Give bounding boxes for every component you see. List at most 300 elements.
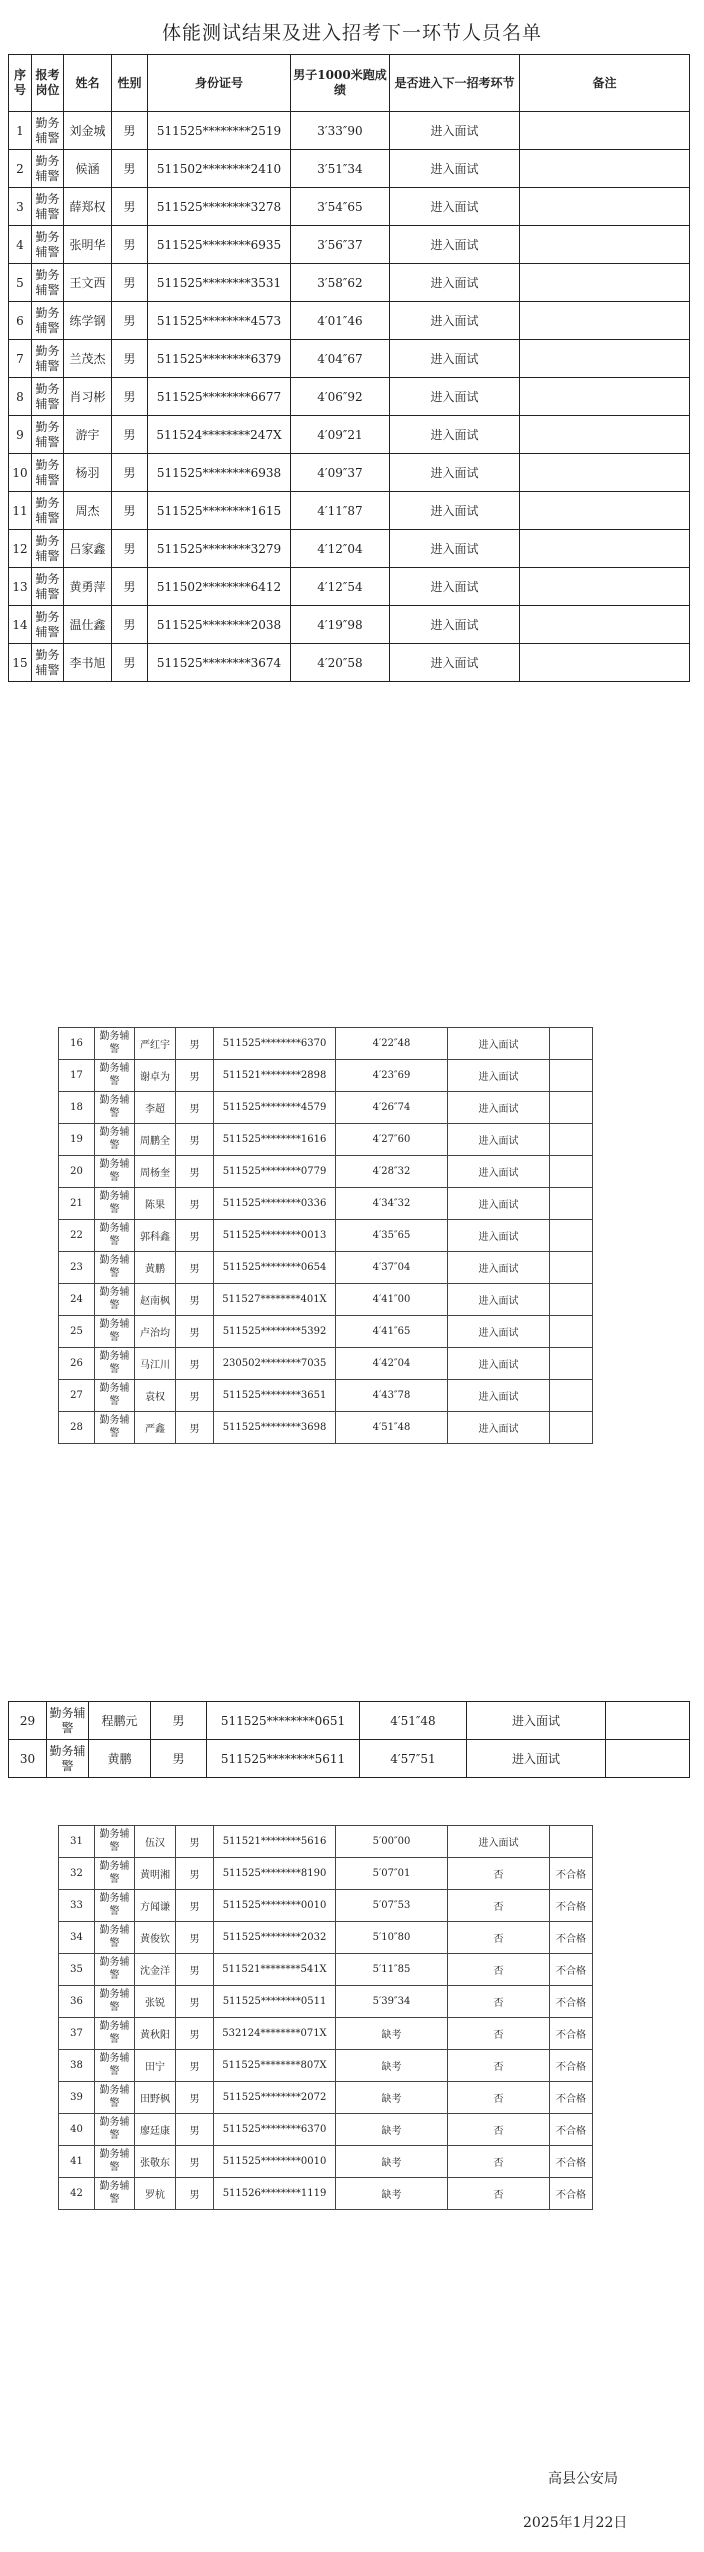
cell-position: 勤务辅警	[32, 264, 64, 302]
cell-remark	[520, 530, 690, 568]
header-position: 报考岗位	[32, 55, 64, 112]
cell-remark	[550, 1124, 593, 1156]
cell-id-number: 511525********0336	[214, 1188, 336, 1220]
cell-score: 3′51″34	[291, 150, 390, 188]
cell-gender: 男	[112, 416, 148, 454]
cell-result: 进入面试	[390, 264, 520, 302]
cell-remark	[550, 1826, 593, 1858]
cell-score: 4′01″46	[291, 302, 390, 340]
cell-score: 4′41″00	[336, 1284, 448, 1316]
cell-remark: 不合格	[550, 1858, 593, 1890]
page-title: 体能测试结果及进入招考下一环节人员名单	[161, 22, 542, 44]
cell-no: 16	[59, 1028, 95, 1060]
cell-position: 勤务辅警	[95, 1826, 135, 1858]
cell-no: 6	[9, 302, 32, 340]
cell-id-number: 511525********0651	[207, 1702, 360, 1740]
cell-name: 候涵	[64, 150, 112, 188]
cell-position: 勤务辅警	[95, 1890, 135, 1922]
cell-gender: 男	[176, 1380, 214, 1412]
cell-no: 27	[59, 1380, 95, 1412]
cell-position: 勤务辅警	[95, 2114, 135, 2146]
cell-gender: 男	[112, 112, 148, 150]
cell-position: 勤务辅警	[95, 1028, 135, 1060]
results-table-part-4	[58, 1825, 593, 2210]
cell-remark	[520, 492, 690, 530]
table-row	[59, 1284, 593, 1316]
cell-result: 进入面试	[448, 1826, 550, 1858]
table-row	[59, 1060, 593, 1092]
cell-position: 勤务辅警	[32, 644, 64, 682]
cell-id-number: 511524********247X	[148, 416, 291, 454]
table-row	[9, 568, 690, 606]
cell-remark	[520, 378, 690, 416]
cell-no: 32	[59, 1858, 95, 1890]
cell-remark	[550, 1188, 593, 1220]
cell-score: 5′39″34	[336, 1986, 448, 2018]
cell-position: 勤务辅警	[95, 1380, 135, 1412]
cell-id-number: 511525********0654	[214, 1252, 336, 1284]
cell-no: 22	[59, 1220, 95, 1252]
cell-name: 吕家鑫	[64, 530, 112, 568]
cell-position: 勤务辅警	[95, 1348, 135, 1380]
cell-remark: 不合格	[550, 2178, 593, 2210]
cell-position: 勤务辅警	[95, 1092, 135, 1124]
cell-id-number: 511525********3279	[148, 530, 291, 568]
cell-gender: 男	[176, 1922, 214, 1954]
cell-position: 勤务辅警	[95, 1412, 135, 1444]
cell-remark	[520, 340, 690, 378]
cell-gender: 男	[176, 1412, 214, 1444]
cell-name: 马江川	[135, 1348, 176, 1380]
cell-name: 黄鹏	[135, 1252, 176, 1284]
table-row	[9, 530, 690, 568]
cell-remark	[520, 226, 690, 264]
cell-gender: 男	[176, 1060, 214, 1092]
table-row	[59, 1348, 593, 1380]
cell-name: 严鑫	[135, 1412, 176, 1444]
cell-position: 勤务辅警	[95, 2146, 135, 2178]
cell-score: 缺考	[336, 2082, 448, 2114]
cell-position: 勤务辅警	[95, 1188, 135, 1220]
cell-position: 勤务辅警	[32, 606, 64, 644]
cell-id-number: 511525********2032	[214, 1922, 336, 1954]
cell-result: 进入面试	[448, 1412, 550, 1444]
cell-remark	[606, 1740, 690, 1778]
cell-id-number: 511502********6412	[148, 568, 291, 606]
cell-result: 进入面试	[390, 530, 520, 568]
results-table-part-2	[58, 1027, 593, 1444]
cell-result: 否	[448, 1986, 550, 2018]
cell-id-number: 511525********3674	[148, 644, 291, 682]
table-row	[9, 416, 690, 454]
cell-position: 勤务辅警	[95, 1954, 135, 1986]
cell-result: 进入面试	[448, 1028, 550, 1060]
cell-remark	[550, 1316, 593, 1348]
cell-no: 3	[9, 188, 32, 226]
table-row	[9, 1702, 690, 1740]
cell-no: 26	[59, 1348, 95, 1380]
cell-result: 进入面试	[390, 150, 520, 188]
table-row	[9, 340, 690, 378]
cell-no: 23	[59, 1252, 95, 1284]
cell-result: 进入面试	[448, 1124, 550, 1156]
cell-score: 4′28″32	[336, 1156, 448, 1188]
cell-result: 否	[448, 1858, 550, 1890]
cell-no: 8	[9, 378, 32, 416]
cell-result: 进入面试	[390, 492, 520, 530]
cell-result: 进入面试	[467, 1702, 606, 1740]
cell-gender: 男	[176, 1124, 214, 1156]
cell-remark	[520, 416, 690, 454]
cell-result: 进入面试	[390, 188, 520, 226]
cell-score: 4′23″69	[336, 1060, 448, 1092]
cell-remark	[550, 1284, 593, 1316]
cell-no: 14	[9, 606, 32, 644]
cell-no: 37	[59, 2018, 95, 2050]
cell-no: 25	[59, 1316, 95, 1348]
header-id: 身份证号	[148, 55, 291, 112]
cell-id-number: 511525********8190	[214, 1858, 336, 1890]
cell-name: 沈金洋	[135, 1954, 176, 1986]
cell-name: 游宇	[64, 416, 112, 454]
cell-gender: 男	[176, 1252, 214, 1284]
cell-position: 勤务辅警	[95, 1220, 135, 1252]
table-row	[9, 378, 690, 416]
table-row	[59, 2114, 593, 2146]
cell-name: 练学钢	[64, 302, 112, 340]
cell-name: 黄鹏	[89, 1740, 151, 1778]
table-row	[9, 150, 690, 188]
cell-result: 进入面试	[390, 606, 520, 644]
table-row	[59, 2018, 593, 2050]
cell-remark	[550, 1348, 593, 1380]
table-row	[9, 606, 690, 644]
cell-id-number: 511525********6677	[148, 378, 291, 416]
cell-id-number: 511521********541X	[214, 1954, 336, 1986]
cell-id-number: 511525********1616	[214, 1124, 336, 1156]
cell-gender: 男	[151, 1702, 207, 1740]
cell-score: 5′07″01	[336, 1858, 448, 1890]
cell-position: 勤务辅警	[95, 1986, 135, 2018]
cell-result: 进入面试	[448, 1060, 550, 1092]
cell-gender: 男	[176, 2082, 214, 2114]
cell-result: 进入面试	[390, 416, 520, 454]
cell-no: 38	[59, 2050, 95, 2082]
cell-result: 进入面试	[448, 1348, 550, 1380]
cell-id-number: 511525********0013	[214, 1220, 336, 1252]
cell-gender: 男	[112, 492, 148, 530]
cell-gender: 男	[176, 1858, 214, 1890]
cell-score: 3′33″90	[291, 112, 390, 150]
cell-position: 勤务辅警	[32, 492, 64, 530]
cell-position: 勤务辅警	[32, 302, 64, 340]
cell-name: 罗杭	[135, 2178, 176, 2210]
cell-score: 3′56″37	[291, 226, 390, 264]
cell-gender: 男	[176, 1028, 214, 1060]
cell-id-number: 511521********5616	[214, 1826, 336, 1858]
cell-score: 4′26″74	[336, 1092, 448, 1124]
cell-no: 30	[9, 1740, 47, 1778]
cell-no: 5	[9, 264, 32, 302]
header-score: 男子1000米跑成绩	[291, 55, 390, 112]
cell-score: 4′43″78	[336, 1380, 448, 1412]
cell-id-number: 511525********3531	[148, 264, 291, 302]
cell-gender: 男	[176, 1316, 214, 1348]
cell-name: 温仕鑫	[64, 606, 112, 644]
cell-score: 4′06″92	[291, 378, 390, 416]
cell-position: 勤务辅警	[95, 1060, 135, 1092]
cell-position: 勤务辅警	[32, 568, 64, 606]
cell-gender: 男	[112, 340, 148, 378]
cell-result: 进入面试	[448, 1252, 550, 1284]
cell-id-number: 511525********5392	[214, 1316, 336, 1348]
cell-no: 29	[9, 1702, 47, 1740]
cell-result: 进入面试	[390, 340, 520, 378]
table-row	[9, 226, 690, 264]
cell-id-number: 511525********3278	[148, 188, 291, 226]
cell-no: 13	[9, 568, 32, 606]
cell-id-number: 511525********6938	[148, 454, 291, 492]
cell-gender: 男	[176, 1092, 214, 1124]
cell-gender: 男	[176, 1954, 214, 1986]
cell-gender: 男	[176, 1220, 214, 1252]
cell-gender: 男	[176, 1890, 214, 1922]
cell-remark	[550, 1220, 593, 1252]
cell-no: 12	[9, 530, 32, 568]
cell-remark	[550, 1380, 593, 1412]
cell-position: 勤务辅警	[95, 1858, 135, 1890]
cell-no: 15	[9, 644, 32, 682]
cell-id-number: 511525********0779	[214, 1156, 336, 1188]
cell-id-number: 511525********6935	[148, 226, 291, 264]
cell-name: 刘金城	[64, 112, 112, 150]
cell-score: 缺考	[336, 2018, 448, 2050]
cell-result: 否	[448, 2114, 550, 2146]
cell-result: 否	[448, 2082, 550, 2114]
cell-no: 31	[59, 1826, 95, 1858]
cell-remark: 不合格	[550, 2146, 593, 2178]
cell-gender: 男	[112, 644, 148, 682]
table-row	[59, 2082, 593, 2114]
cell-score: 4′51″48	[336, 1412, 448, 1444]
cell-no: 10	[9, 454, 32, 492]
cell-id-number: 511525********2072	[214, 2082, 336, 2114]
cell-id-number: 511525********4573	[148, 302, 291, 340]
cell-remark: 不合格	[550, 2114, 593, 2146]
cell-remark: 不合格	[550, 1986, 593, 2018]
cell-gender: 男	[176, 2178, 214, 2210]
cell-no: 7	[9, 340, 32, 378]
header-result: 是否进入下一招考环节	[390, 55, 520, 112]
cell-score: 5′07″53	[336, 1890, 448, 1922]
cell-score: 4′09″21	[291, 416, 390, 454]
cell-id-number: 230502********7035	[214, 1348, 336, 1380]
cell-no: 36	[59, 1986, 95, 2018]
header-remark: 备注	[520, 55, 690, 112]
table-row	[9, 302, 690, 340]
cell-id-number: 511502********2410	[148, 150, 291, 188]
table-row	[59, 1826, 593, 1858]
cell-name: 方闻谦	[135, 1890, 176, 1922]
cell-remark	[550, 1060, 593, 1092]
cell-position: 勤务辅警	[95, 1156, 135, 1188]
cell-no: 19	[59, 1124, 95, 1156]
cell-score: 4′34″32	[336, 1188, 448, 1220]
cell-gender: 男	[176, 2146, 214, 2178]
cell-name: 卢治均	[135, 1316, 176, 1348]
cell-remark	[550, 1092, 593, 1124]
header-no: 序号	[9, 55, 32, 112]
cell-name: 李超	[135, 1092, 176, 1124]
cell-position: 勤务辅警	[32, 530, 64, 568]
cell-name: 田宁	[135, 2050, 176, 2082]
table-row	[59, 1028, 593, 1060]
cell-id-number: 511525********6370	[214, 1028, 336, 1060]
cell-remark	[550, 1252, 593, 1284]
table-row	[9, 1740, 690, 1778]
cell-gender: 男	[176, 1986, 214, 2018]
table-row	[9, 492, 690, 530]
table-row	[59, 1188, 593, 1220]
cell-name: 周杰	[64, 492, 112, 530]
cell-no: 41	[59, 2146, 95, 2178]
cell-result: 否	[448, 2018, 550, 2050]
table-row	[59, 1220, 593, 1252]
cell-position: 勤务辅警	[95, 2082, 135, 2114]
cell-name: 兰茂杰	[64, 340, 112, 378]
cell-score: 缺考	[336, 2050, 448, 2082]
cell-gender: 男	[176, 2050, 214, 2082]
cell-id-number: 511525********4579	[214, 1092, 336, 1124]
cell-position: 勤务辅警	[32, 340, 64, 378]
cell-name: 黄明湘	[135, 1858, 176, 1890]
cell-id-number: 511527********401X	[214, 1284, 336, 1316]
cell-position: 勤务辅警	[95, 1252, 135, 1284]
table-row	[59, 1124, 593, 1156]
cell-remark: 不合格	[550, 1954, 593, 1986]
cell-no: 35	[59, 1954, 95, 1986]
cell-gender: 男	[112, 188, 148, 226]
cell-name: 陈果	[135, 1188, 176, 1220]
results-table-part-1	[8, 54, 690, 682]
cell-gender: 男	[151, 1740, 207, 1778]
cell-remark: 不合格	[550, 2018, 593, 2050]
cell-remark	[550, 1412, 593, 1444]
cell-result: 否	[448, 1922, 550, 1954]
cell-remark	[606, 1702, 690, 1740]
cell-result: 否	[448, 1954, 550, 1986]
cell-id-number: 532124********071X	[214, 2018, 336, 2050]
cell-gender: 男	[176, 2018, 214, 2050]
cell-score: 4′19″98	[291, 606, 390, 644]
cell-score: 4′20″58	[291, 644, 390, 682]
cell-remark	[520, 150, 690, 188]
cell-id-number: 511526********1119	[214, 2178, 336, 2210]
cell-result: 进入面试	[390, 454, 520, 492]
cell-result: 进入面试	[390, 378, 520, 416]
cell-name: 张锐	[135, 1986, 176, 2018]
results-table-part-3	[8, 1701, 690, 1778]
cell-result: 进入面试	[448, 1380, 550, 1412]
table-row	[59, 1156, 593, 1188]
cell-id-number: 511525********5611	[207, 1740, 360, 1778]
cell-score: 5′10″80	[336, 1922, 448, 1954]
cell-position: 勤务辅警	[32, 416, 64, 454]
cell-name: 薛郑权	[64, 188, 112, 226]
cell-score: 4′35″65	[336, 1220, 448, 1252]
cell-name: 田野枫	[135, 2082, 176, 2114]
cell-position: 勤务辅警	[95, 2050, 135, 2082]
cell-gender: 男	[112, 302, 148, 340]
cell-position: 勤务辅警	[95, 2018, 135, 2050]
cell-score: 4′41″65	[336, 1316, 448, 1348]
cell-remark	[520, 606, 690, 644]
cell-id-number: 511525********3651	[214, 1380, 336, 1412]
cell-id-number: 511525********3698	[214, 1412, 336, 1444]
cell-gender: 男	[112, 264, 148, 302]
cell-no: 9	[9, 416, 32, 454]
cell-gender: 男	[176, 1826, 214, 1858]
table-row	[59, 1412, 593, 1444]
cell-gender: 男	[112, 530, 148, 568]
cell-score: 4′42″04	[336, 1348, 448, 1380]
cell-gender: 男	[176, 2114, 214, 2146]
cell-no: 39	[59, 2082, 95, 2114]
table-row	[9, 454, 690, 492]
cell-gender: 男	[176, 1188, 214, 1220]
cell-result: 进入面试	[448, 1284, 550, 1316]
cell-id-number: 511525********6379	[148, 340, 291, 378]
cell-position: 勤务辅警	[47, 1740, 89, 1778]
cell-name: 黄勇萍	[64, 568, 112, 606]
cell-no: 20	[59, 1156, 95, 1188]
cell-result: 进入面试	[390, 112, 520, 150]
cell-position: 勤务辅警	[95, 1316, 135, 1348]
cell-position: 勤务辅警	[32, 378, 64, 416]
cell-result: 否	[448, 2178, 550, 2210]
cell-name: 张敬东	[135, 2146, 176, 2178]
cell-score: 缺考	[336, 2146, 448, 2178]
cell-gender: 男	[176, 1284, 214, 1316]
cell-gender: 男	[112, 150, 148, 188]
cell-name: 程鹏元	[89, 1702, 151, 1740]
cell-id-number: 511525********2038	[148, 606, 291, 644]
cell-name: 廖廷康	[135, 2114, 176, 2146]
cell-remark: 不合格	[550, 1922, 593, 1954]
table-row	[59, 1092, 593, 1124]
cell-no: 11	[9, 492, 32, 530]
cell-gender: 男	[112, 378, 148, 416]
cell-no: 34	[59, 1922, 95, 1954]
cell-gender: 男	[176, 1348, 214, 1380]
cell-no: 17	[59, 1060, 95, 1092]
cell-position: 勤务辅警	[47, 1702, 89, 1740]
cell-name: 王文西	[64, 264, 112, 302]
cell-score: 5′00″00	[336, 1826, 448, 1858]
cell-score: 4′22″48	[336, 1028, 448, 1060]
cell-name: 周杨奎	[135, 1156, 176, 1188]
cell-no: 1	[9, 112, 32, 150]
cell-no: 40	[59, 2114, 95, 2146]
cell-result: 进入面试	[390, 226, 520, 264]
cell-result: 进入面试	[448, 1092, 550, 1124]
cell-id-number: 511525********0010	[214, 1890, 336, 1922]
cell-name: 张明华	[64, 226, 112, 264]
cell-result: 进入面试	[448, 1188, 550, 1220]
cell-name: 周鹏全	[135, 1124, 176, 1156]
table-row	[9, 644, 690, 682]
cell-remark	[520, 644, 690, 682]
